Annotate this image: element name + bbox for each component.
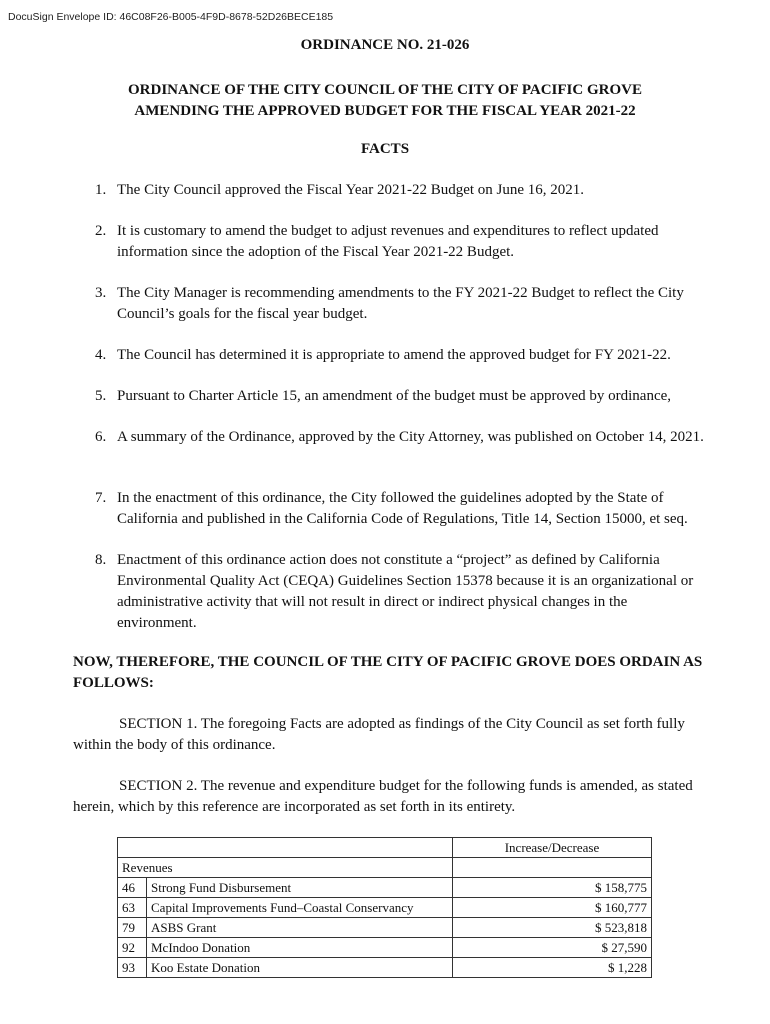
- fund-description: ASBS Grant: [147, 918, 453, 938]
- fact-item: [95, 180, 584, 201]
- table-header-row: [118, 838, 652, 858]
- section-2-paragraph: SECTION 2. The revenue and expenditure budget for the following funds is amended, as stated herein, which by this reference are incorporated as set forth in its entirety.: [73, 778, 693, 815]
- fact-item: [95, 427, 704, 448]
- fund-amount: $ 1,228: [453, 958, 652, 978]
- fact-number: 1.: [95, 182, 107, 198]
- fact-text: The City Manager is recommending amendments to the FY 2021-22 Budget to reflect the City Council’s goals for the fiscal year budget.: [117, 285, 684, 322]
- group-amount-blank: [453, 858, 652, 878]
- fund-description: Strong Fund Disbursement: [147, 878, 453, 898]
- fact-text: The Council has determined it is appropriate to amend the approved budget for FY 2021-22.: [117, 347, 671, 363]
- subtitle-line-1: ORDINANCE OF THE CITY COUNCIL OF THE CITY OF PACIFIC GROVE: [128, 82, 642, 98]
- fact-number: 3.: [95, 285, 107, 301]
- section-1-paragraph: SECTION 1. The foregoing Facts are adopted as findings of the City Council as set forth fully within the body of this ordinance.: [73, 716, 685, 753]
- table-row: [118, 918, 652, 938]
- fact-text: It is customary to amend the budget to adjust revenues and expenditures to reflect updated information since the adoption of the Fiscal Year 2021-22 Budget.: [117, 223, 659, 260]
- fact-number: 6.: [95, 429, 107, 445]
- fact-text: A summary of the Ordinance, approved by the City Attorney, was published on October 14, 2021.: [117, 429, 704, 445]
- table-group-row: [118, 858, 652, 878]
- fund-code: 93: [118, 958, 147, 978]
- fact-text: Enactment of this ordinance action does not constitute a “project” as defined by California Environmental Quality Act (CEQA) Guidelines Section 15378 because it is an organizational or administrative activity that will not result in direct or indirect physical changes in the environment.: [117, 552, 694, 631]
- fact-number: 4.: [95, 347, 107, 363]
- fact-item: [95, 386, 671, 407]
- fact-number: 5.: [95, 388, 107, 404]
- fact-item: [95, 488, 705, 530]
- table-header-blank: [118, 838, 453, 858]
- fact-item: [95, 345, 671, 366]
- revenues-label: Revenues: [118, 858, 453, 878]
- fact-text: Pursuant to Charter Article 15, an amendment of the budget must be approved by ordinance,: [117, 388, 672, 404]
- fact-number: 8.: [95, 552, 107, 568]
- fact-item: [95, 550, 705, 634]
- fund-code: 79: [118, 918, 147, 938]
- ordinance-subtitle: [0, 80, 770, 122]
- table-row: [118, 878, 652, 898]
- ordain-clause: NOW, THEREFORE, THE COUNCIL OF THE CITY OF PACIFIC GROVE DOES ORDAIN AS FOLLOWS:: [73, 654, 703, 691]
- fact-item: [95, 221, 705, 263]
- fund-amount: $ 523,818: [453, 918, 652, 938]
- fund-amount: $ 158,775: [453, 878, 652, 898]
- fund-code: 63: [118, 898, 147, 918]
- fact-text: The City Council approved the Fiscal Year 2021-22 Budget on June 16, 2021.: [117, 182, 585, 198]
- subtitle-line-2: AMENDING THE APPROVED BUDGET FOR THE FISCAL YEAR 2021-22: [134, 103, 636, 119]
- table-row: [118, 898, 652, 918]
- budget-amendment-table: [117, 837, 652, 978]
- fact-item: [95, 283, 705, 325]
- table-row: [118, 958, 652, 978]
- table-row: [118, 938, 652, 958]
- fund-description: Koo Estate Donation: [147, 958, 453, 978]
- fund-description: Capital Improvements Fund–Coastal Conservancy: [147, 898, 453, 918]
- fact-number: 7.: [95, 490, 107, 506]
- fund-amount: $ 27,590: [453, 938, 652, 958]
- ordinance-title: ORDINANCE NO. 21-026: [300, 37, 470, 53]
- fund-code: 46: [118, 878, 147, 898]
- docusign-envelope-id: DocuSign Envelope ID: 46C08F26-B005-4F9D-8678-52D26BECE185: [8, 11, 334, 23]
- fund-amount: $ 160,777: [453, 898, 652, 918]
- fund-description: McIndoo Donation: [147, 938, 453, 958]
- fund-code: 92: [118, 938, 147, 958]
- facts-heading: FACTS: [360, 141, 410, 157]
- fact-number: 2.: [95, 223, 107, 239]
- fact-text: In the enactment of this ordinance, the City followed the guidelines adopted by the State of California and published in the California Code of Regulations, Title 14, Section 15000, et seq.: [117, 490, 688, 527]
- increase-decrease-header: Increase/Decrease: [453, 838, 652, 858]
